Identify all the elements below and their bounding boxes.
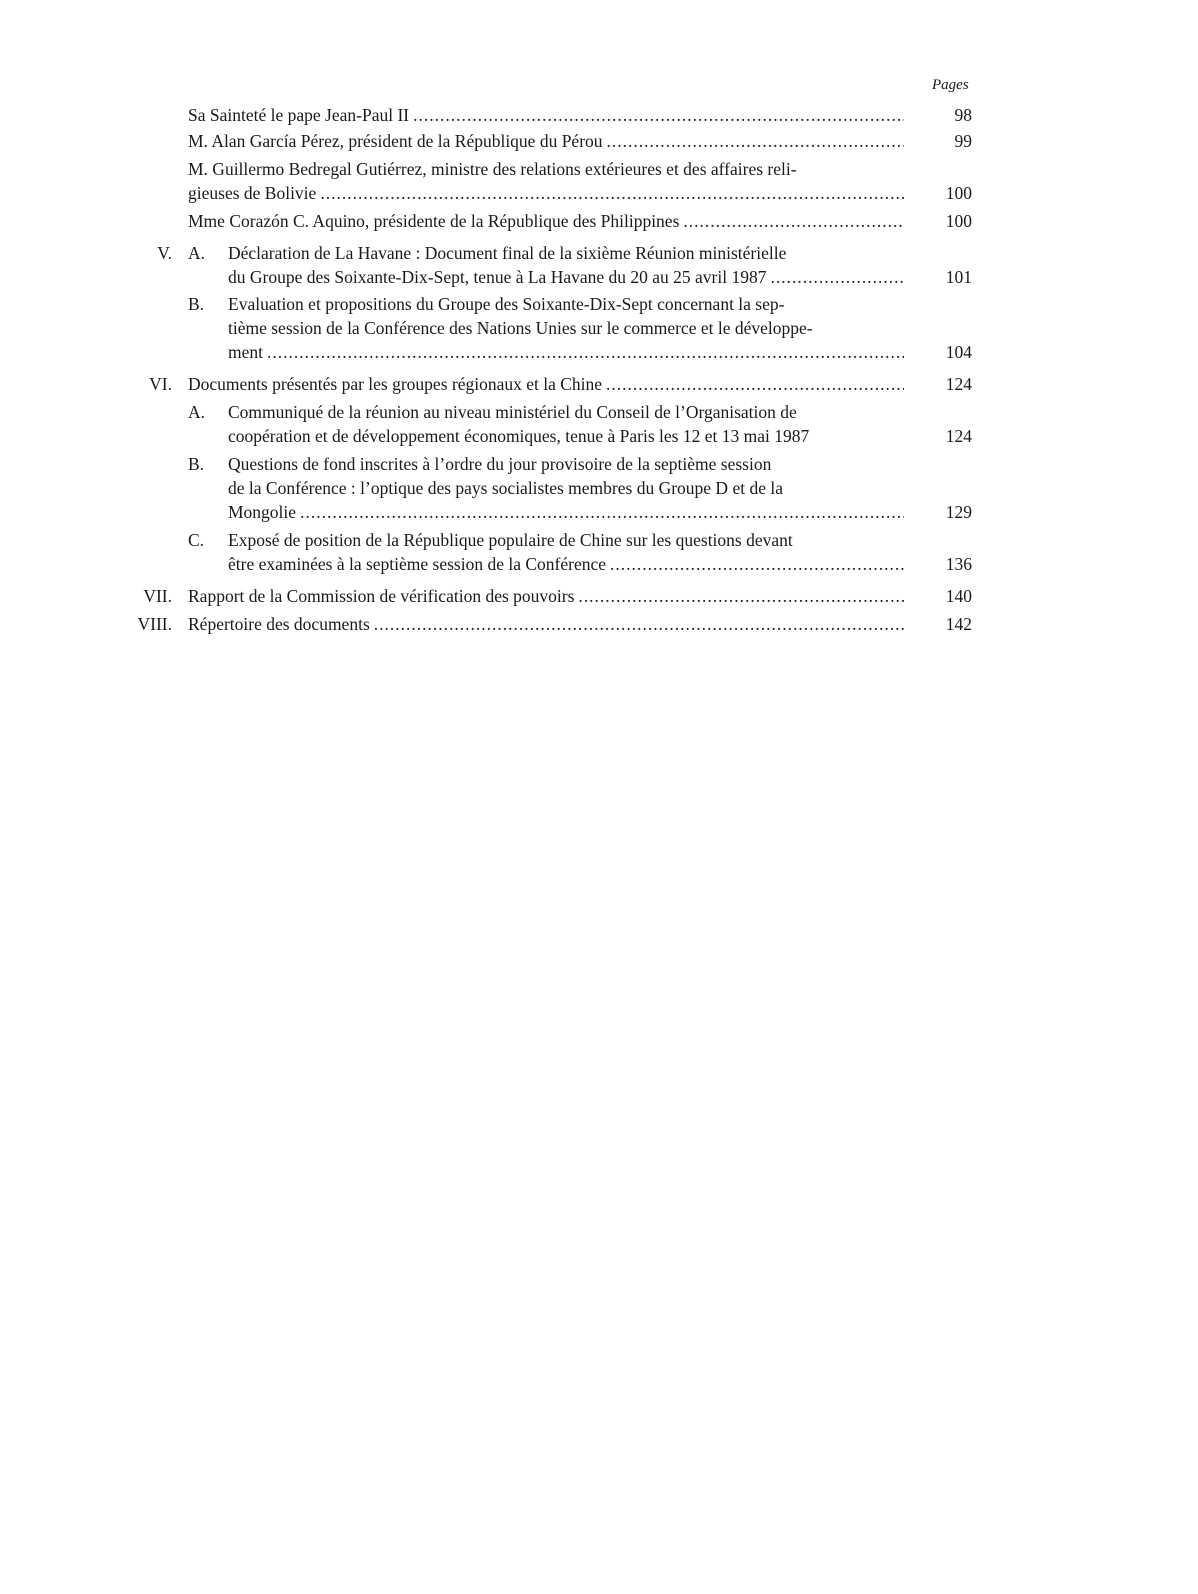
entry-title-text: coopération et de développement économiques, tenue à Paris les 12 et 13 mai 1987 [228, 426, 810, 446]
page-number: 101 [945, 267, 972, 287]
entry-title [188, 372, 904, 396]
dot-leader [770, 265, 904, 289]
dot-leader [300, 500, 904, 524]
subsection-letter: B. [188, 454, 205, 474]
entry-title-line [188, 103, 904, 127]
entry-title-line [228, 552, 904, 576]
entry-spacer [120, 576, 980, 584]
entry-title-text: Documents présentés par les groupes régionaux et la Chine [188, 374, 603, 394]
entry-title-line [228, 500, 904, 524]
entry-title-text: M. Alan García Pérez, président de la République du Pérou [188, 131, 603, 151]
entry-title-line [188, 181, 904, 205]
toc-entry [120, 209, 980, 233]
entry-title-line [228, 316, 904, 340]
page-number: 98 [954, 105, 972, 125]
entry-title-text: Répertoire des documents [188, 614, 370, 634]
page-number: 140 [945, 586, 972, 606]
section-number: VI. [149, 374, 172, 394]
toc-entry [120, 292, 980, 364]
page-number: 100 [945, 211, 972, 231]
page-number: 99 [954, 131, 972, 151]
dot-leader [606, 372, 904, 396]
section-number: VII. [143, 586, 172, 606]
toc-entry [120, 241, 980, 289]
entry-title [228, 452, 904, 524]
entry-title-text: M. Guillermo Bedregal Gutiérrez, ministre des relations extérieures et des affaires reli- [188, 159, 797, 179]
dot-leader [374, 612, 904, 636]
table-of-contents [120, 103, 980, 636]
entry-title-text: tième session de la Conférence des Nations Unies sur le commerce et le développe- [228, 318, 813, 338]
entry-title-line [228, 528, 904, 552]
entry-title-line [228, 340, 904, 364]
subsection-letter: A. [188, 402, 206, 422]
entry-title-line [188, 584, 904, 608]
entry-title-line [188, 157, 904, 181]
entry-title-line [228, 452, 904, 476]
dot-leader [683, 209, 904, 233]
page-number: 136 [945, 554, 972, 574]
dot-leader [607, 129, 904, 153]
entry-title [188, 157, 904, 205]
subsection-letter: A. [188, 243, 206, 263]
page-number: 124 [945, 374, 972, 394]
subsection-letter: B. [188, 294, 205, 314]
entry-title-text: Exposé de position de la République populaire de Chine sur les questions devant [228, 530, 793, 550]
dot-leader [413, 103, 904, 127]
toc-entry [120, 372, 980, 396]
entry-title [228, 400, 904, 448]
toc-entry [120, 129, 980, 153]
entry-title-line [228, 400, 904, 424]
entry-title-text: ment [228, 342, 263, 362]
entry-title [188, 129, 904, 153]
toc-entry [120, 400, 980, 448]
entry-title-line [188, 612, 904, 636]
entry-title [188, 103, 904, 127]
entry-title-text: Communiqué de la réunion au niveau ministériel du Conseil de l’Organisation de [228, 402, 797, 422]
entry-title [188, 584, 904, 608]
entry-title-text: Mme Corazón C. Aquino, présidente de la République des Philippines [188, 211, 680, 231]
section-number: V. [157, 243, 172, 263]
entry-title-line [188, 209, 904, 233]
entry-spacer [120, 233, 980, 241]
entry-title-text: Rapport de la Commission de vérification des pouvoirs [188, 586, 575, 606]
entry-title-line [228, 292, 904, 316]
entry-title [228, 528, 904, 576]
entry-title-text: de la Conférence : l’optique des pays socialistes membres du Groupe D et de la [228, 478, 783, 498]
entry-title [188, 612, 904, 636]
toc-entry [120, 584, 980, 608]
entry-title-text: Mongolie [228, 502, 297, 522]
page-number: 100 [945, 183, 972, 203]
entry-title-text: gieuses de Bolivie [188, 183, 317, 203]
entry-title-text: Questions de fond inscrites à l’ordre du jour provisoire de la septième session [228, 454, 772, 474]
entry-title [188, 209, 904, 233]
page-number: 124 [945, 426, 972, 446]
toc-entry [120, 452, 980, 524]
subsection-letter: C. [188, 530, 205, 550]
entry-title-line [228, 241, 904, 265]
dot-leader [610, 552, 904, 576]
entry-title [228, 241, 904, 289]
page-number: 142 [945, 614, 972, 634]
pages-column-label: Pages [932, 77, 969, 93]
entry-title-text: Déclaration de La Havane : Document final de la sixième Réunion ministérielle [228, 243, 787, 263]
entry-title-line [228, 265, 904, 289]
entry-title-line [228, 424, 904, 448]
toc-entry [120, 612, 980, 636]
entry-title-text: Sa Sainteté le pape Jean-Paul II [188, 105, 410, 125]
dot-leader [320, 181, 904, 205]
entry-title-line [188, 129, 904, 153]
entry-title [228, 292, 904, 364]
dot-leader [578, 584, 904, 608]
page-number: 129 [945, 502, 972, 522]
entry-title-line [228, 476, 904, 500]
entry-title-text: Evaluation et propositions du Groupe des Soixante-Dix-Sept concernant la sep- [228, 294, 785, 314]
entry-title-text: du Groupe des Soixante-Dix-Sept, tenue à La Havane du 20 au 25 avril 1987 [228, 267, 767, 287]
entry-spacer [120, 364, 980, 372]
toc-entry [120, 157, 980, 205]
entry-title-line [188, 372, 904, 396]
toc-entry [120, 103, 980, 127]
entry-title-text: être examinées à la septième session de la Conférence [228, 554, 607, 574]
section-number: VIII. [137, 614, 172, 634]
toc-entry [120, 528, 980, 576]
page-number: 104 [945, 342, 972, 362]
dot-leader [267, 340, 904, 364]
